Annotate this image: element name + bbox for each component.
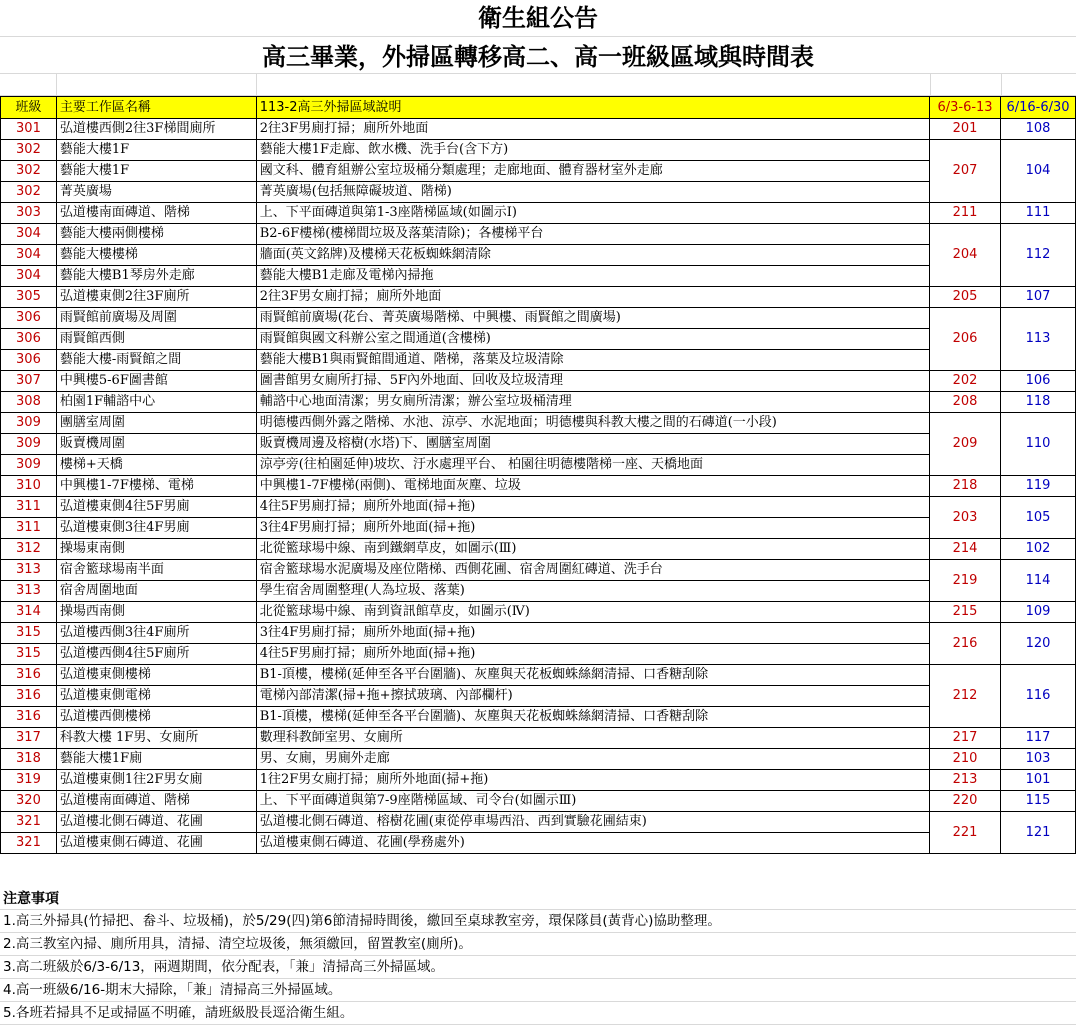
area-cell: 菁英廣場 bbox=[56, 182, 256, 203]
area-cell: 弘道樓西側樓梯 bbox=[56, 707, 256, 728]
period-2-cell: 113 bbox=[1001, 308, 1076, 371]
period-2-cell: 103 bbox=[1001, 749, 1076, 770]
table-row bbox=[1, 833, 1076, 854]
table-header-row bbox=[1, 97, 1076, 119]
area-cell: 中興樓5-6F圖書館 bbox=[56, 371, 256, 392]
desc-cell: 2往3F男廁打掃；廁所外地面 bbox=[256, 119, 929, 140]
class-cell: 309 bbox=[1, 455, 57, 476]
area-cell: 中興樓1-7F樓梯、電梯 bbox=[56, 476, 256, 497]
period-1-cell: 211 bbox=[930, 203, 1001, 224]
table-row bbox=[1, 539, 1076, 560]
desc-cell: 3往4F男廁打掃；廁所外地面(掃+拖) bbox=[256, 518, 929, 539]
table-row bbox=[1, 287, 1076, 308]
period-2-cell: 102 bbox=[1001, 539, 1076, 560]
period-1-cell: 216 bbox=[930, 623, 1001, 665]
table-row bbox=[1, 119, 1076, 140]
area-cell: 藝能大樓兩側樓梯 bbox=[56, 224, 256, 245]
period-2-cell: 105 bbox=[1001, 497, 1076, 539]
table-row bbox=[1, 329, 1076, 350]
schedule-table bbox=[0, 96, 1076, 854]
area-cell: 樓梯+天橋 bbox=[56, 455, 256, 476]
desc-cell: 輔諮中心地面清潔；男女廁所清潔；辦公室垃圾桶清理 bbox=[256, 392, 929, 413]
header-desc: 113-2高三外掃區域說明 bbox=[256, 97, 929, 119]
period-2-cell: 108 bbox=[1001, 119, 1076, 140]
class-cell: 306 bbox=[1, 329, 57, 350]
class-cell: 304 bbox=[1, 224, 57, 245]
period-1-cell: 201 bbox=[930, 119, 1001, 140]
table-row bbox=[1, 308, 1076, 329]
table-row bbox=[1, 182, 1076, 203]
period-2-cell: 116 bbox=[1001, 665, 1076, 728]
table-row bbox=[1, 476, 1076, 497]
header-period-1: 6/3-6-13 bbox=[930, 97, 1001, 119]
note-item: 3.高二班級於6/3-6/13，兩週期間，依分配表，「兼」清掃高三外掃區域。 bbox=[0, 956, 1076, 979]
period-2-cell: 109 bbox=[1001, 602, 1076, 623]
period-1-cell: 208 bbox=[930, 392, 1001, 413]
desc-cell: 電梯內部清潔(掃+拖+擦拭玻璃、內部欄杆) bbox=[256, 686, 929, 707]
table-row bbox=[1, 707, 1076, 728]
area-cell: 弘道樓南面磚道、階梯 bbox=[56, 203, 256, 224]
period-1-cell: 204 bbox=[930, 224, 1001, 287]
desc-cell: 2往3F男女廁打掃；廁所外地面 bbox=[256, 287, 929, 308]
class-cell: 321 bbox=[1, 833, 57, 854]
period-1-cell: 213 bbox=[930, 770, 1001, 791]
table-row bbox=[1, 581, 1076, 602]
period-1-cell: 220 bbox=[930, 791, 1001, 812]
class-cell: 303 bbox=[1, 203, 57, 224]
period-1-cell: 210 bbox=[930, 749, 1001, 770]
period-2-cell: 106 bbox=[1001, 371, 1076, 392]
table-row bbox=[1, 413, 1076, 434]
desc-cell: 藝能大樓B1與雨賢館間通道、階梯，落葉及垃圾清除 bbox=[256, 350, 929, 371]
desc-cell: 雨賢館前廣場(花台、菁英廣場階梯、中興樓、雨賢館之間廣場) bbox=[256, 308, 929, 329]
period-2-cell: 111 bbox=[1001, 203, 1076, 224]
desc-cell: 販賣機周邊及榕樹(水塔)下、團膳室周圍 bbox=[256, 434, 929, 455]
period-1-cell: 202 bbox=[930, 371, 1001, 392]
period-1-cell: 218 bbox=[930, 476, 1001, 497]
desc-cell: 3往4F男廁打掃；廁所外地面(掃+拖) bbox=[256, 623, 929, 644]
area-cell: 宿舍周圍地面 bbox=[56, 581, 256, 602]
table-row bbox=[1, 623, 1076, 644]
header-period-2: 6/16-6/30 bbox=[1001, 97, 1076, 119]
area-cell: 雨賢館西側 bbox=[56, 329, 256, 350]
period-2-cell: 101 bbox=[1001, 770, 1076, 791]
desc-cell: 菁英廣場(包括無障礙坡道、階梯) bbox=[256, 182, 929, 203]
class-cell: 317 bbox=[1, 728, 57, 749]
class-cell: 301 bbox=[1, 119, 57, 140]
area-cell: 弘道樓東側4往5F男廁 bbox=[56, 497, 256, 518]
table-row bbox=[1, 161, 1076, 182]
note-item: 2.高三教室內掃、廁所用具，清掃、清空垃圾後，無須繳回，留置教室(廁所)。 bbox=[0, 933, 1076, 956]
period-1-cell: 205 bbox=[930, 287, 1001, 308]
class-cell: 321 bbox=[1, 812, 57, 833]
class-cell: 305 bbox=[1, 287, 57, 308]
table-row bbox=[1, 140, 1076, 161]
table-row bbox=[1, 644, 1076, 665]
area-cell: 操場東南側 bbox=[56, 539, 256, 560]
area-cell: 弘道樓東側樓梯 bbox=[56, 665, 256, 686]
table-row bbox=[1, 203, 1076, 224]
class-cell: 302 bbox=[1, 140, 57, 161]
table-row bbox=[1, 392, 1076, 413]
desc-cell: 藝能大樓1F走廊、飲水機、洗手台(含下方) bbox=[256, 140, 929, 161]
class-cell: 319 bbox=[1, 770, 57, 791]
class-cell: 320 bbox=[1, 791, 57, 812]
area-cell: 藝能大樓1F廁 bbox=[56, 749, 256, 770]
area-cell: 販賣機周圍 bbox=[56, 434, 256, 455]
table-row bbox=[1, 686, 1076, 707]
period-1-cell: 206 bbox=[930, 308, 1001, 371]
class-cell: 318 bbox=[1, 749, 57, 770]
desc-cell: 弘道樓東側石磚道、花圃(學務處外) bbox=[256, 833, 929, 854]
period-2-cell: 114 bbox=[1001, 560, 1076, 602]
period-1-cell: 209 bbox=[930, 413, 1001, 476]
area-cell: 藝能大樓B1琴房外走廊 bbox=[56, 266, 256, 287]
class-cell: 311 bbox=[1, 518, 57, 539]
period-2-cell: 107 bbox=[1001, 287, 1076, 308]
table-row bbox=[1, 455, 1076, 476]
desc-cell: 牆面(英文銘牌)及樓梯天花板蜘蛛網清除 bbox=[256, 245, 929, 266]
class-cell: 313 bbox=[1, 581, 57, 602]
period-1-cell: 212 bbox=[930, 665, 1001, 728]
area-cell: 弘道樓東側1往2F男女廁 bbox=[56, 770, 256, 791]
period-2-cell: 112 bbox=[1001, 224, 1076, 287]
table-row bbox=[1, 266, 1076, 287]
table-row bbox=[1, 602, 1076, 623]
table-row bbox=[1, 812, 1076, 833]
area-cell: 弘道樓西側4往5F廁所 bbox=[56, 644, 256, 665]
notes-section bbox=[0, 888, 1076, 1025]
note-item: 1.高三外掃具(竹掃把、畚斗、垃圾桶)，於5/29(四)第6節清掃時間後，繳回至桌球教室旁，環保隊員(黃背心)協助整理。 bbox=[0, 910, 1076, 933]
desc-cell: 宿舍籃球場水泥廣場及座位階梯、西側花圃、宿舍周圍紅磚道、洗手台 bbox=[256, 560, 929, 581]
desc-cell: 雨賢館與國文科辦公室之間通道(含樓梯) bbox=[256, 329, 929, 350]
area-cell: 弘道樓東側石磚道、花圃 bbox=[56, 833, 256, 854]
area-cell: 藝能大樓1F bbox=[56, 161, 256, 182]
header-area: 主要工作區名稱 bbox=[56, 97, 256, 119]
class-cell: 307 bbox=[1, 371, 57, 392]
area-cell: 弘道樓西側2往3F梯間廁所 bbox=[56, 119, 256, 140]
desc-cell: 上、下平面磚道與第1-3座階梯區域(如圖示Ⅰ) bbox=[256, 203, 929, 224]
desc-cell: 弘道樓北側石磚道、榕樹花圃(東從停車場西沿、西到實驗花圃結束) bbox=[256, 812, 929, 833]
area-cell: 弘道樓東側2往3F廁所 bbox=[56, 287, 256, 308]
area-cell: 弘道樓南面磚道、階梯 bbox=[56, 791, 256, 812]
area-cell: 弘道樓東側3往4F男廁 bbox=[56, 518, 256, 539]
period-1-cell: 219 bbox=[930, 560, 1001, 602]
period-1-cell: 207 bbox=[930, 140, 1001, 203]
desc-cell: 藝能大樓B1走廊及電梯內掃拖 bbox=[256, 266, 929, 287]
table-row bbox=[1, 497, 1076, 518]
area-cell: 弘道樓西側3往4F廁所 bbox=[56, 623, 256, 644]
class-cell: 316 bbox=[1, 686, 57, 707]
class-cell: 306 bbox=[1, 308, 57, 329]
period-1-cell: 221 bbox=[930, 812, 1001, 854]
page-title: 衛生組公告 bbox=[0, 0, 1076, 37]
period-2-cell: 121 bbox=[1001, 812, 1076, 854]
period-1-cell: 214 bbox=[930, 539, 1001, 560]
class-cell: 310 bbox=[1, 476, 57, 497]
period-2-cell: 110 bbox=[1001, 413, 1076, 476]
desc-cell: 明德樓西側外露之階梯、水池、涼亭、水泥地面；明德樓與科教大樓之間的石磚道(一小段) bbox=[256, 413, 929, 434]
class-cell: 315 bbox=[1, 623, 57, 644]
class-cell: 316 bbox=[1, 707, 57, 728]
desc-cell: 圖書館男女廁所打掃、5F內外地面、回收及垃圾清理 bbox=[256, 371, 929, 392]
table-row bbox=[1, 728, 1076, 749]
class-cell: 304 bbox=[1, 266, 57, 287]
class-cell: 309 bbox=[1, 413, 57, 434]
area-cell: 宿舍籃球場南半面 bbox=[56, 560, 256, 581]
class-cell: 311 bbox=[1, 497, 57, 518]
class-cell: 312 bbox=[1, 539, 57, 560]
area-cell: 科教大樓 1F男、女廁所 bbox=[56, 728, 256, 749]
class-cell: 313 bbox=[1, 560, 57, 581]
table-row bbox=[1, 224, 1076, 245]
desc-cell: 中興樓1-7F樓梯(兩側)、電梯地面灰塵、垃圾 bbox=[256, 476, 929, 497]
desc-cell: 學生宿舍周圍整理(人為垃圾、落葉) bbox=[256, 581, 929, 602]
header-class: 班級 bbox=[1, 97, 57, 119]
period-1-cell: 217 bbox=[930, 728, 1001, 749]
table-row bbox=[1, 245, 1076, 266]
desc-cell: 北從籃球場中線、南到資訊館草皮，如圖示(Ⅳ) bbox=[256, 602, 929, 623]
desc-cell: 北從籃球場中線、南到鐵網草皮，如圖示(Ⅲ) bbox=[256, 539, 929, 560]
desc-cell: 涼亭旁(往柏園延伸)坡坎、汙水處理平台、 柏園往明德樓階梯一座、天橋地面 bbox=[256, 455, 929, 476]
class-cell: 309 bbox=[1, 434, 57, 455]
class-cell: 308 bbox=[1, 392, 57, 413]
page-subtitle: 高三畢業，外掃區轉移高二、高一班級區域與時間表 bbox=[0, 37, 1076, 74]
desc-cell: 1往2F男女廁打掃；廁所外地面(掃+拖) bbox=[256, 770, 929, 791]
period-1-cell: 203 bbox=[930, 497, 1001, 539]
period-2-cell: 117 bbox=[1001, 728, 1076, 749]
desc-cell: B1-頂樓，樓梯(延伸至各平台圍牆)、灰塵與天花板蜘蛛絲網清掃、口香糖刮除 bbox=[256, 665, 929, 686]
area-cell: 柏園1F輔諮中心 bbox=[56, 392, 256, 413]
desc-cell: 4往5F男廁打掃；廁所外地面(掃+拖) bbox=[256, 644, 929, 665]
table-row bbox=[1, 749, 1076, 770]
desc-cell: 4往5F男廁打掃；廁所外地面(掃+拖) bbox=[256, 497, 929, 518]
note-item: 4.高一班級6/16-期末大掃除，「兼」清掃高三外掃區域。 bbox=[0, 979, 1076, 1002]
period-2-cell: 104 bbox=[1001, 140, 1076, 203]
area-cell: 藝能大樓1F bbox=[56, 140, 256, 161]
class-cell: 304 bbox=[1, 245, 57, 266]
desc-cell: B2-6F樓梯(樓梯間垃圾及落葉清除)；各樓梯平台 bbox=[256, 224, 929, 245]
period-2-cell: 120 bbox=[1001, 623, 1076, 665]
class-cell: 302 bbox=[1, 182, 57, 203]
area-cell: 團膳室周圍 bbox=[56, 413, 256, 434]
table-row bbox=[1, 434, 1076, 455]
table-row bbox=[1, 371, 1076, 392]
class-cell: 302 bbox=[1, 161, 57, 182]
notes-title: 注意事項 bbox=[0, 888, 1076, 910]
area-cell: 操場西南側 bbox=[56, 602, 256, 623]
note-item: 5.各班若掃具不足或掃區不明確，請班級股長逕洽衛生組。 bbox=[0, 1002, 1076, 1025]
area-cell: 藝能大樓-雨賢館之間 bbox=[56, 350, 256, 371]
period-2-cell: 118 bbox=[1001, 392, 1076, 413]
desc-cell: B1-頂樓，樓梯(延伸至各平台圍牆)、灰塵與天花板蜘蛛絲網清掃、口香糖刮除 bbox=[256, 707, 929, 728]
area-cell: 弘道樓北側石磚道、花圃 bbox=[56, 812, 256, 833]
class-cell: 316 bbox=[1, 665, 57, 686]
table-row bbox=[1, 560, 1076, 581]
blank-row bbox=[0, 74, 1076, 96]
period-2-cell: 115 bbox=[1001, 791, 1076, 812]
class-cell: 306 bbox=[1, 350, 57, 371]
class-cell: 314 bbox=[1, 602, 57, 623]
table-row bbox=[1, 665, 1076, 686]
table-row bbox=[1, 350, 1076, 371]
desc-cell: 數理科教師室男、女廁所 bbox=[256, 728, 929, 749]
class-cell: 315 bbox=[1, 644, 57, 665]
desc-cell: 國文科、體育組辦公室垃圾桶分類處理；走廊地面、體育器材室外走廊 bbox=[256, 161, 929, 182]
table-row bbox=[1, 791, 1076, 812]
area-cell: 弘道樓東側電梯 bbox=[56, 686, 256, 707]
desc-cell: 男、女廁，男廁外走廊 bbox=[256, 749, 929, 770]
area-cell: 雨賢館前廣場及周圍 bbox=[56, 308, 256, 329]
period-2-cell: 119 bbox=[1001, 476, 1076, 497]
area-cell: 藝能大樓樓梯 bbox=[56, 245, 256, 266]
table-row bbox=[1, 518, 1076, 539]
table-row bbox=[1, 770, 1076, 791]
period-1-cell: 215 bbox=[930, 602, 1001, 623]
desc-cell: 上、下平面磚道與第7-9座階梯區域、司令台(如圖示Ⅲ) bbox=[256, 791, 929, 812]
